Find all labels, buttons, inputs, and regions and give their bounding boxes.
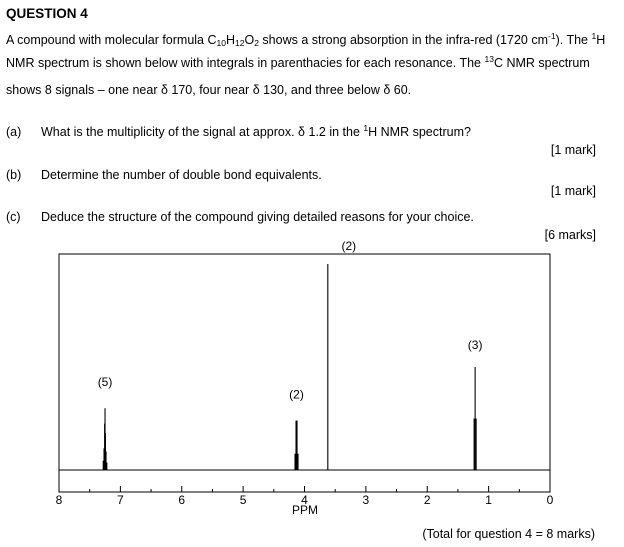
intro-line-2: NMR spectrum is shown below with integrals in parenthacies for each resonance. The $^{13}$C NMR spectrum — [6, 54, 590, 70]
x-tick-label: 8 — [55, 493, 63, 507]
x-tick-label: 4 — [301, 493, 308, 507]
x-tick-label: 2 — [423, 493, 431, 507]
x-axis-label: PPM — [291, 503, 319, 517]
integral-label: (2) — [289, 387, 304, 402]
x-tick-label: 0 — [546, 493, 554, 507]
intro-line-3: shows 8 signals – one near δ 170, four near δ 130, and three below δ 60. — [6, 83, 412, 97]
part-c-text: Deduce the structure of the compound giving detailed reasons for your choice. — [41, 210, 474, 224]
part-b-text: Determine the number of double bond equivalents. — [41, 168, 322, 182]
part-c-label: (c) — [6, 210, 21, 224]
integral-label: (5) — [97, 375, 113, 390]
intro-line-1: A compound with molecular formula $C_{10}H_{12}O_2$ shows a strong absorption in the infra-red (1720 $cm^{-1}$). The $^1$H — [6, 31, 606, 48]
x-tick-label: 6 — [178, 493, 186, 507]
x-tick-label: 3 — [362, 493, 370, 507]
part-b-marks: [1 mark] — [550, 184, 596, 198]
part-a-marks: [1 mark] — [550, 143, 596, 157]
integral-label: (3) — [467, 338, 483, 352]
question-total: (Total for question 4 = 8 marks) — [422, 527, 595, 541]
integral-labels — [98, 239, 483, 402]
question-title: QUESTION 4 — [6, 6, 88, 21]
integral-label: (2) — [341, 239, 357, 253]
part-c-marks: [6 marks] — [544, 228, 596, 242]
spectrum-peaks — [103, 264, 476, 470]
x-tick-label: 1 — [485, 493, 492, 507]
x-tick-label: 7 — [117, 493, 124, 507]
part-a-text: What is the multiplicity of the signal at approx. δ 1.2 in the $^1$H NMR spectrum? — [41, 123, 471, 139]
x-tick-label: 5 — [239, 493, 247, 507]
part-b-label: (b) — [6, 168, 22, 182]
part-a-label: (a) — [6, 125, 22, 139]
